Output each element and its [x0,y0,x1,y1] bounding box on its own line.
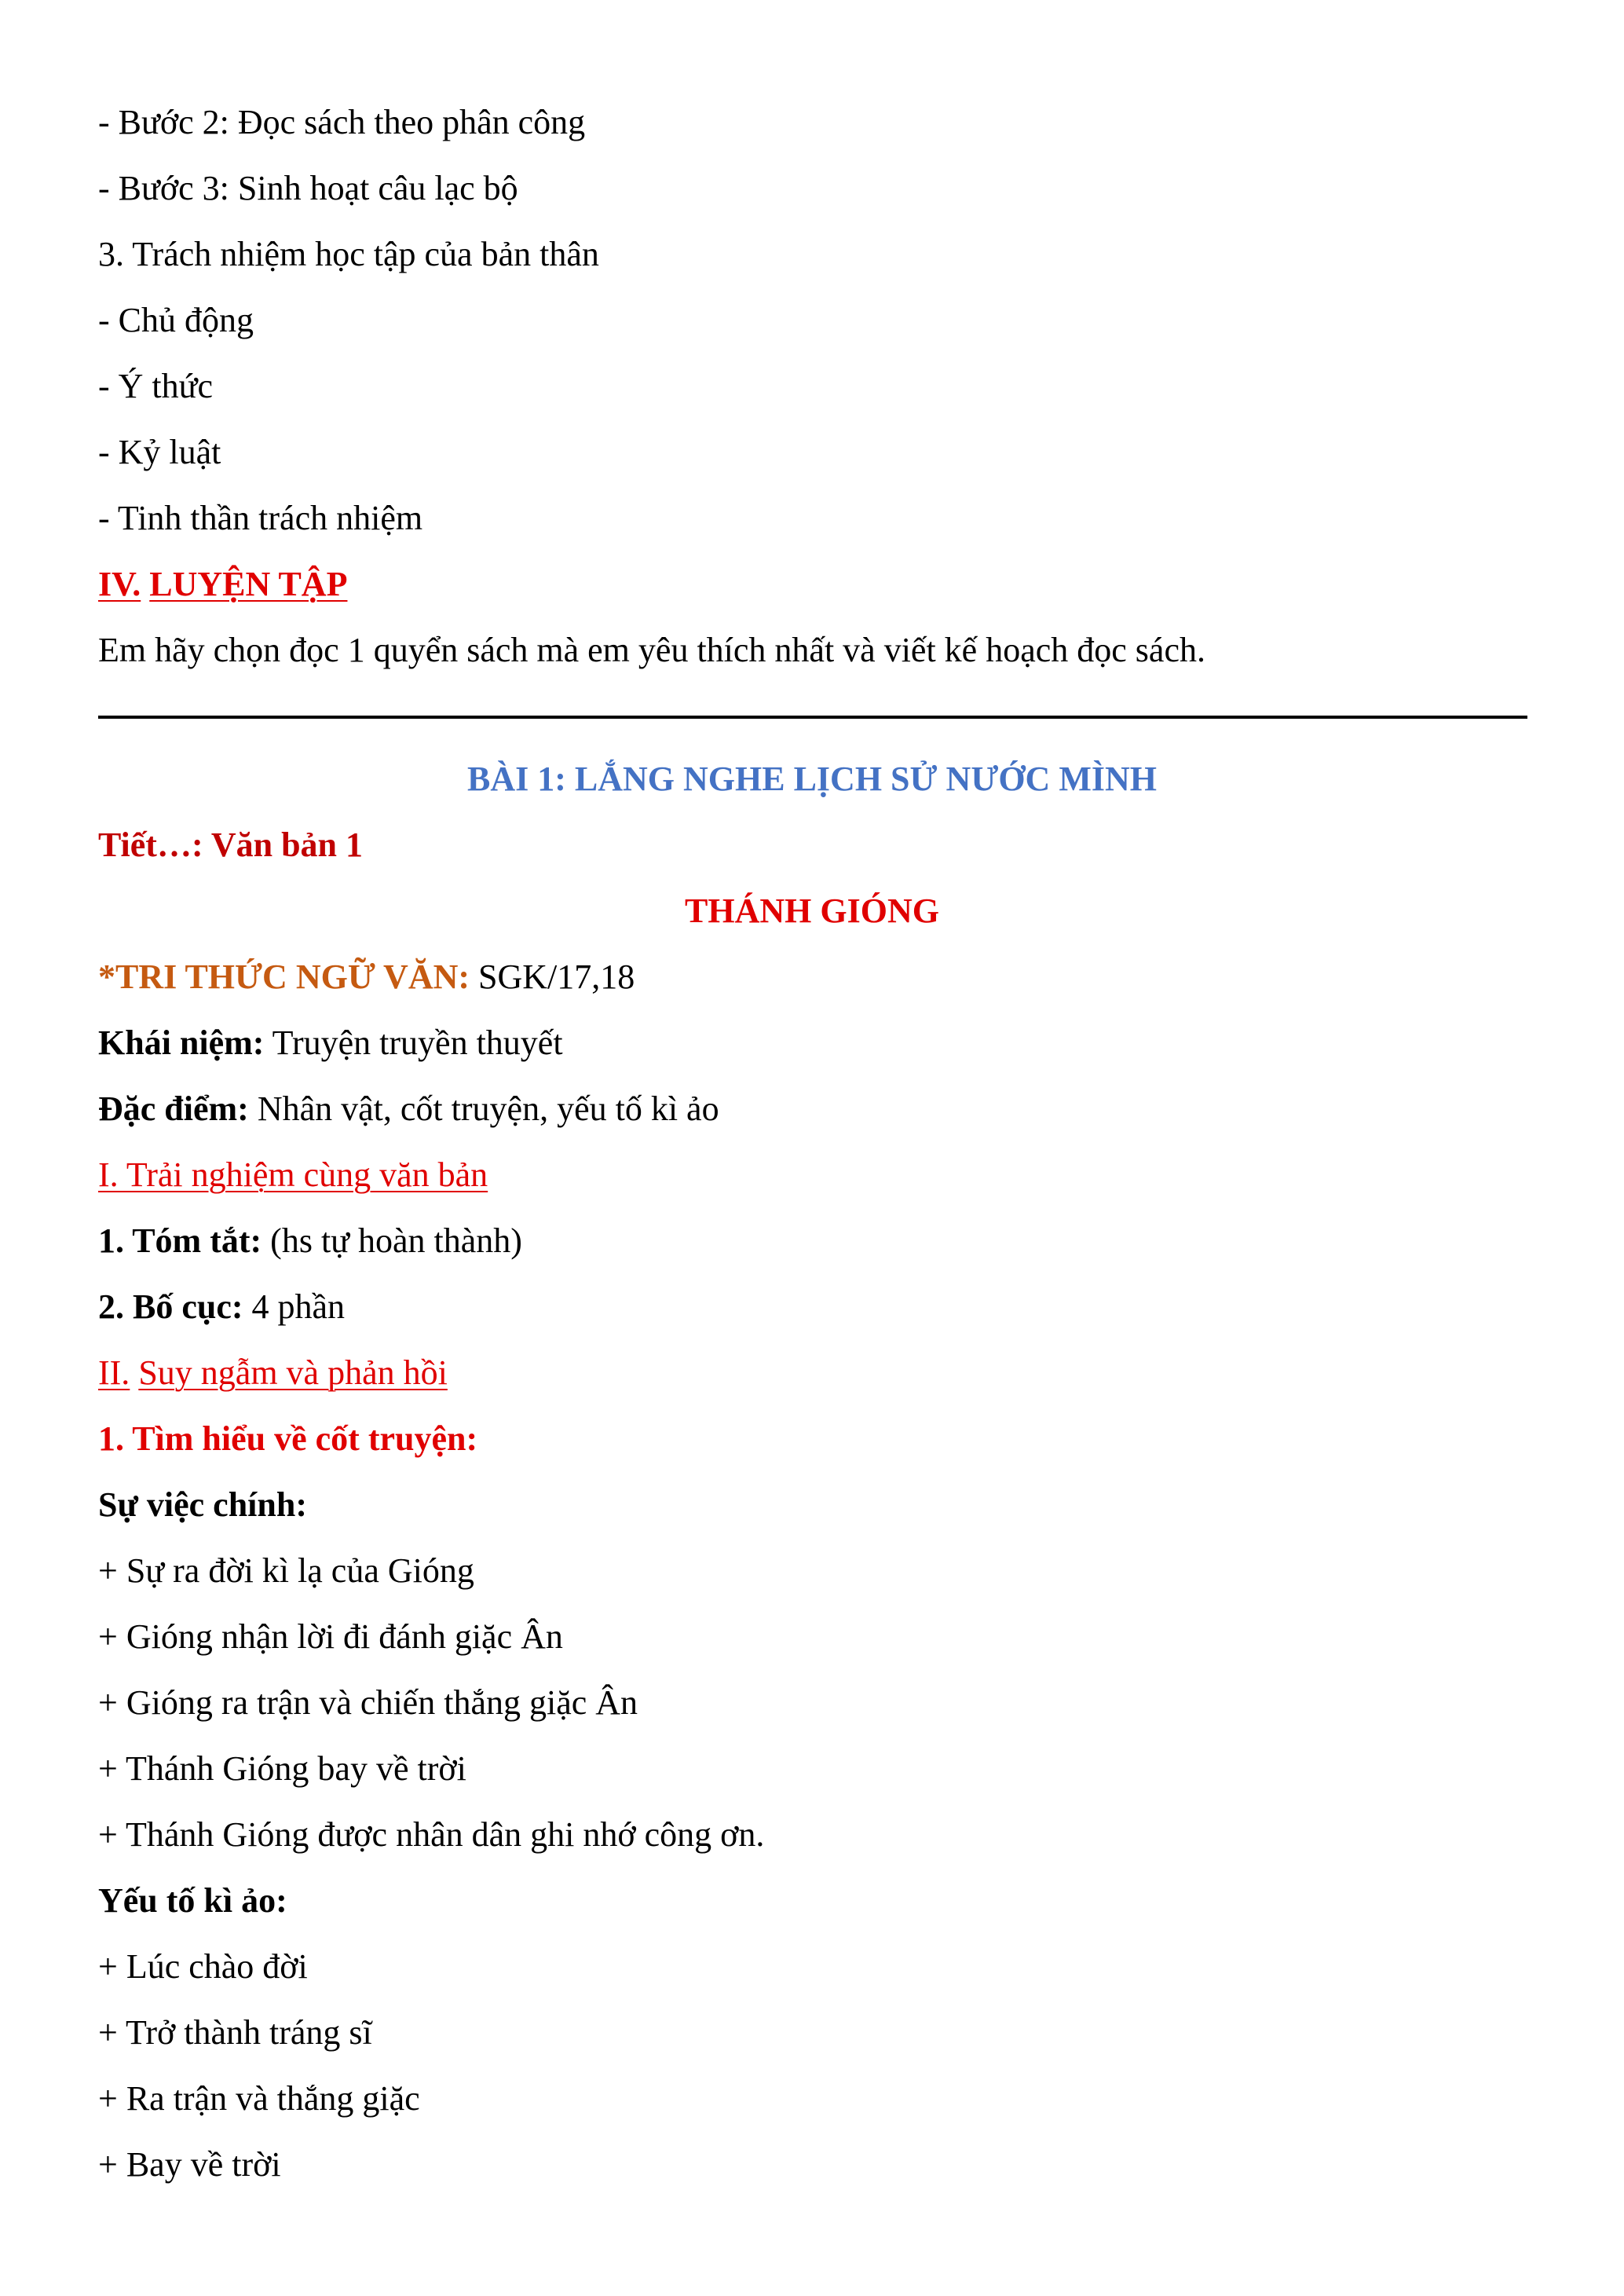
section1-title [98,1155,488,1194]
list-item: + Gióng ra trận và chiến thắng giặc Ân [98,1683,638,1722]
text-title: THÁNH GIÓNG [685,892,939,930]
concept-label: Khái niệm: [98,1023,265,1062]
practice-number: IV. [98,565,141,603]
concept-line [98,1023,563,1062]
practice-task: Em hãy chọn đọc 1 quyển sách mà em yêu thích nhất và viết kế hoạch đọc sách. [98,631,1205,669]
section2-number: II. [98,1353,130,1392]
period-label: Tiết…: Văn bản 1 [98,826,364,864]
list-item: - Kỷ luật [98,433,221,471]
list-item: + Thánh Gióng được nhân dân ghi nhớ công ơn. [98,1815,765,1854]
section2-title-text: Suy ngẫm và phản hồi [138,1353,448,1392]
knowledge-label: *TRI THỨC NGỮ VĂN: [98,958,470,996]
features-value: Nhân vật, cốt truyện, yếu tố kì ảo [248,1089,719,1128]
practice-heading [98,567,347,602]
step-3: - Bước 3: Sinh hoạt câu lạc bộ [98,169,518,207]
layout-value: 4 phần [243,1287,346,1326]
knowledge-line [98,960,635,994]
plot-heading: 1. Tìm hiểu về cốt truyện: [98,1419,478,1458]
main-events-label: Sự việc chính: [98,1485,307,1524]
magic-label: Yếu tố kì ảo: [98,1881,287,1920]
list-item: + Lúc chào đời [98,1947,308,1986]
list-item: + Bay về trời [98,2145,281,2184]
summary-value: (hs tự hoàn thành) [262,1221,522,1260]
list-item: - Chủ động [98,301,254,339]
features-label: Đặc điểm: [98,1089,249,1128]
features-line [98,1089,719,1128]
section-divider [98,716,1527,719]
list-item: + Sự ra đời kì lạ của Gióng [98,1551,474,1590]
step-2: - Bước 2: Đọc sách theo phân công [98,103,586,141]
list-item: - Ý thức [98,367,214,405]
knowledge-ref: SGK/17,18 [470,958,635,996]
summary-line [98,1221,522,1260]
list-item: - Tinh thần trách nhiệm [98,499,423,537]
list-item: + Ra trận và thắng giặc [98,2079,420,2118]
list-item: + Trở thành tráng sĩ [98,2013,372,2052]
list-item: + Thánh Gióng bay về trời [98,1749,466,1788]
practice-title: LUYỆN TẬP [149,565,348,603]
section2-title [98,1353,448,1392]
layout-label: 2. Bố cục: [98,1287,243,1326]
section1-title-text: I. Trải nghiệm cùng văn bản [98,1155,488,1194]
list-item: + Gióng nhận lời đi đánh giặc Ân [98,1617,563,1656]
layout-line [98,1287,346,1326]
summary-label: 1. Tóm tắt: [98,1221,262,1260]
lesson-title: BÀI 1: LẮNG NGHE LỊCH SỬ NƯỚC MÌNH [466,760,1157,798]
responsibility-heading: 3. Trách nhiệm học tập của bản thân [98,235,599,273]
concept-value: Truyện truyền thuyết [264,1023,563,1062]
